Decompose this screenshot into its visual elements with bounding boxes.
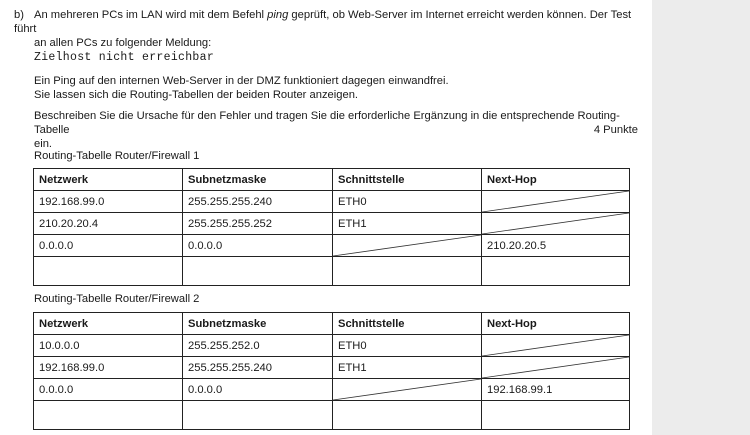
struck-cell [333, 379, 482, 401]
struck-cell [333, 235, 482, 257]
table-row [34, 213, 630, 235]
table-row-empty [34, 257, 630, 286]
table-cell: 0.0.0.0 [34, 379, 183, 401]
paragraph-3 [34, 109, 638, 151]
paragraph-2 [34, 74, 449, 102]
header-cell: Netzwerk [34, 313, 183, 335]
header-cell: Next-Hop [482, 169, 630, 191]
table-cell: 255.255.255.252 [183, 213, 333, 235]
header-cell: Schnittstelle [333, 169, 482, 191]
table-cell: ETH0 [333, 191, 482, 213]
table-cell: 255.255.252.0 [183, 335, 333, 357]
table-cell [482, 257, 630, 286]
table-row [34, 235, 630, 257]
paragraph-3-line2: ein. [34, 138, 53, 150]
table1-caption: Routing-Tabelle Router/Firewall 1 [34, 150, 200, 162]
table-cell [333, 401, 482, 430]
table-cell: ETH1 [333, 357, 482, 379]
table-cell: 192.168.99.1 [482, 379, 630, 401]
table-cell [183, 257, 333, 286]
struck-cell [482, 213, 630, 235]
struck-cell [482, 357, 630, 379]
paragraph-3-line1: Beschreiben Sie die Ursache für den Fehler und tragen Sie die erforderliche Ergänzung in die entsprechende Routing-Tabelle [34, 110, 620, 136]
table-row [34, 191, 630, 213]
table-row [34, 335, 630, 357]
table-cell: 0.0.0.0 [34, 235, 183, 257]
task-command: ping [267, 9, 289, 21]
struck-cell [482, 335, 630, 357]
page-margin-strip [652, 0, 750, 435]
struck-cell [482, 191, 630, 213]
table-cell: 10.0.0.0 [34, 335, 183, 357]
table-cell [183, 401, 333, 430]
header-cell: Subnetzmaske [183, 313, 333, 335]
task-line1b: geprüft, ob Web-Server im Internet erreicht werden können. Der Test führt [14, 9, 632, 35]
header-cell: Next-Hop [482, 313, 630, 335]
table-row [34, 379, 630, 401]
table-header-row [34, 313, 630, 335]
table-header-row [34, 169, 630, 191]
table-cell: 255.255.255.240 [183, 191, 333, 213]
table-cell [34, 257, 183, 286]
table-cell: ETH0 [333, 335, 482, 357]
points-label: 4 Punkte [593, 124, 638, 136]
table-cell: 0.0.0.0 [183, 235, 333, 257]
table-row [34, 357, 630, 379]
table2-caption: Routing-Tabelle Router/Firewall 2 [34, 293, 200, 305]
table-cell [34, 401, 183, 430]
routing-table-1 [33, 168, 630, 286]
task-line1: An mehreren PCs im LAN wird mit dem Befehl [34, 9, 268, 21]
paragraph-2-line2: Sie lassen sich die Routing-Tabellen der beiden Router anzeigen. [34, 89, 359, 101]
header-cell: Schnittstelle [333, 313, 482, 335]
paragraph-2-line1: Ein Ping auf den internen Web-Server in der DMZ funktioniert dagegen einwandfrei. [34, 75, 449, 87]
table-cell [482, 401, 630, 430]
header-cell: Netzwerk [34, 169, 183, 191]
table-cell: 210.20.20.5 [482, 235, 630, 257]
routing-table-2 [33, 312, 630, 430]
table-cell: 192.168.99.0 [34, 191, 183, 213]
task-label: b) [14, 9, 24, 21]
table-cell: 192.168.99.0 [34, 357, 183, 379]
table-cell: ETH1 [333, 213, 482, 235]
table-row-empty [34, 401, 630, 430]
error-message: Zielhost nicht erreichbar [34, 51, 215, 64]
task-line2: an allen PCs zu folgender Meldung: [34, 37, 212, 49]
table-cell [333, 257, 482, 286]
table-cell: 255.255.255.240 [183, 357, 333, 379]
table-cell: 210.20.20.4 [34, 213, 183, 235]
table-cell: 0.0.0.0 [183, 379, 333, 401]
task-intro [14, 8, 644, 50]
header-cell: Subnetzmaske [183, 169, 333, 191]
